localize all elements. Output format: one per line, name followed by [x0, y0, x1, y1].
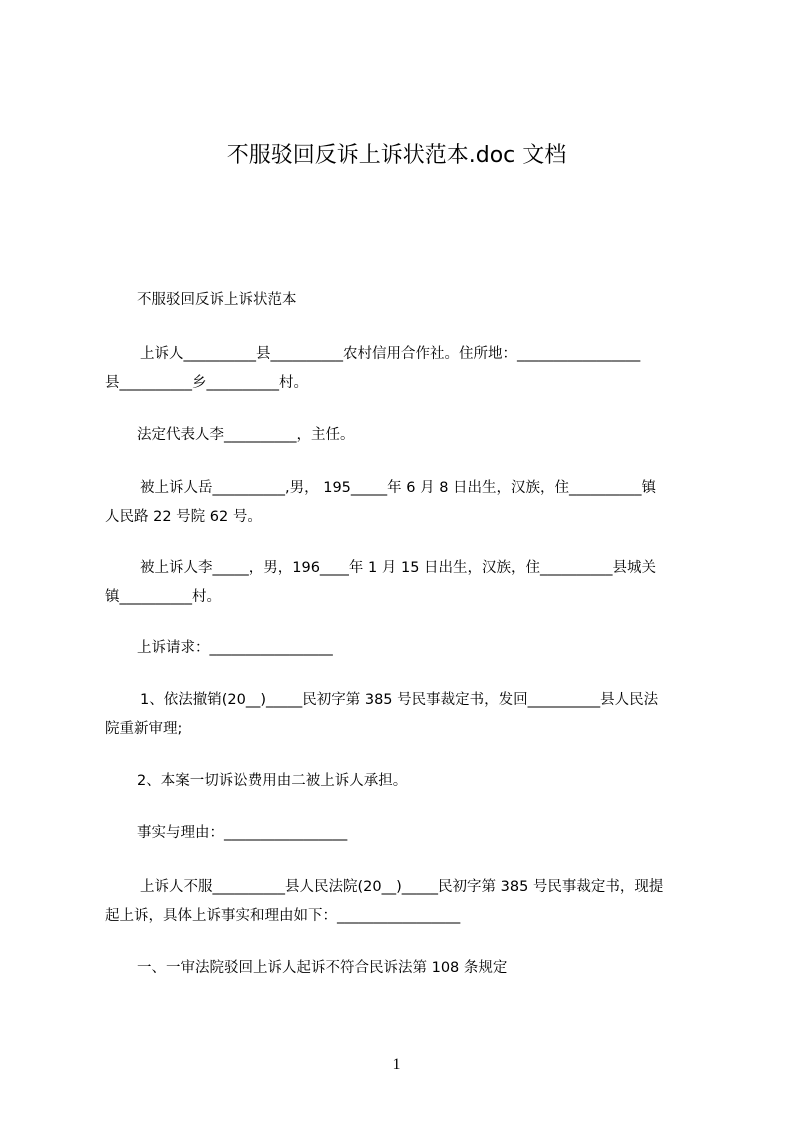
paragraph-legal-representative: [105, 421, 705, 450]
paragraph-appellant: [105, 340, 705, 398]
paragraph-appeal-statement: [105, 873, 705, 931]
paragraph-appellee-2: [105, 554, 705, 612]
paragraph-line: 被上诉人岳__________,男， 195_____年 6 月 8 日出生，汉族，住__________镇: [140, 480, 657, 496]
paragraph-facts-reasons: [105, 819, 705, 848]
paragraph-line: 事实与理由：_________________: [137, 825, 348, 841]
paragraph-appeal-request: [105, 634, 705, 663]
paragraph-line: 一、一审法院驳回上诉人起诉不符合民诉法第 108 条规定: [137, 960, 508, 976]
paragraph-section-heading: [105, 954, 705, 983]
paragraph-line: 1、依法撤销(20__)_____民初字第 385 号民事裁定书，发回__________县人民法: [140, 692, 659, 708]
paragraph-appellee-1: [105, 474, 705, 532]
paragraph-request-item-1: [105, 686, 705, 744]
paragraph-request-item-2: [105, 767, 705, 796]
paragraph-line: 人民路 22 号院 62 号。: [105, 509, 262, 525]
document-title: 不服驳回反诉上诉状范本.doc 文档: [226, 143, 567, 168]
paragraph-line: 不服驳回反诉上诉状范本: [137, 292, 297, 308]
paragraph-line: 2、本案一切诉讼费用由二被上诉人承担。: [137, 773, 408, 789]
paragraph-line: 被上诉人李_____，男，196____年 1 月 15 日出生，汉族，住__________县城关: [140, 560, 657, 576]
paragraph-line: 起上诉，具体上诉事实和理由如下：_________________: [105, 908, 461, 924]
paragraph-line: 县__________乡__________村。: [105, 375, 308, 391]
paragraph-line: 上诉人不服__________县人民法院(20__)_____民初字第 385 号民事裁定书，现提: [140, 879, 664, 895]
paragraph-line: 法定代表人李__________，主任。: [137, 427, 355, 443]
paragraph-line: 上诉请求：_________________: [137, 640, 333, 656]
paragraph-line: 上诉人__________县__________农村信用合作社。住所地：_________________: [140, 346, 641, 362]
paragraph-line: 镇__________村。: [105, 589, 221, 605]
paragraph-subtitle: [105, 286, 705, 315]
page-number: 1: [392, 1056, 401, 1073]
paragraph-line: 院重新审理;: [105, 721, 183, 737]
